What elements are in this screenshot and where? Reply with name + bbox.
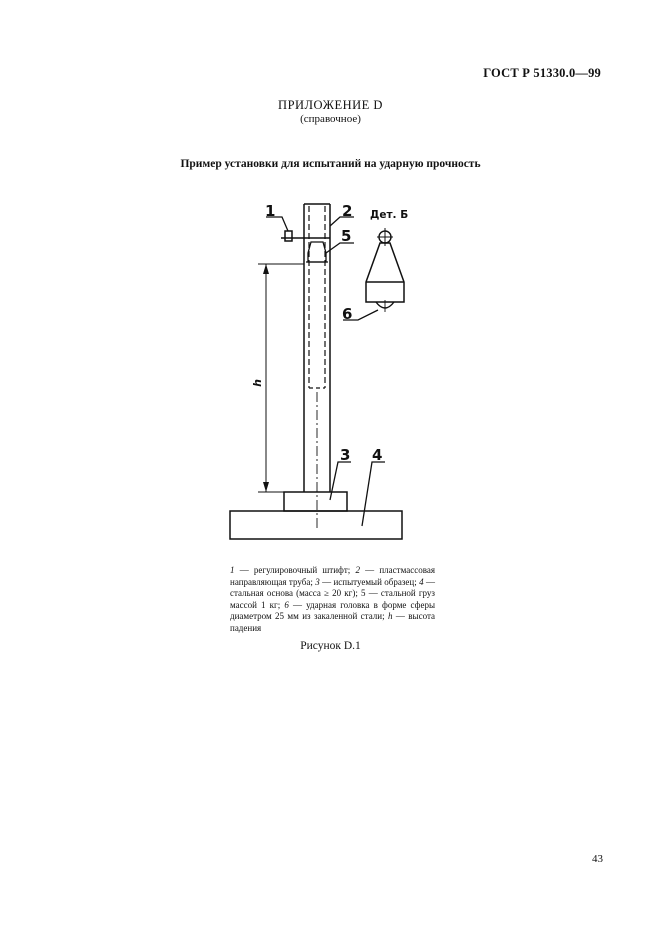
legend-text-4: — стальная основа (масса ≥ 20 кг); 5 — стальной груз массой 1 кг; — [230, 576, 435, 610]
callout-2: 2 — [342, 202, 353, 220]
legend-num-3: 3 — [315, 576, 320, 587]
callout-5: 5 — [341, 227, 352, 245]
legend-num-1: 1 — [230, 565, 235, 575]
detail-b-label: Дет. Б — [370, 209, 409, 221]
legend-text-1: — регулировочный штифт; — [234, 565, 356, 575]
figure-legend — [230, 565, 435, 635]
annex-title: ПРИЛОЖЕНИЕ D — [278, 98, 383, 112]
legend-text-6: — ударная головка в форме сферы диаметром 25 мм из закаленной стали; — [230, 599, 436, 622]
page-number: 43 — [592, 853, 603, 865]
legend-num-h: h — [388, 611, 393, 622]
callout-4: 4 — [372, 446, 383, 464]
legend-num-4: 4 — [419, 576, 424, 587]
callout-1: 1 — [265, 202, 276, 220]
figure-caption: Рисунок D.1 — [300, 640, 361, 652]
legend-text-2: — пластмассовая направляющая труба; — [230, 565, 435, 587]
annex-type: (справочное) — [300, 113, 361, 125]
legend-text-h: — высота падения — [230, 611, 435, 633]
callout-6: 6 — [342, 305, 353, 323]
standard-number: ГОСТ Р 51330.0—99 — [483, 66, 601, 80]
callout-3: 3 — [340, 446, 351, 464]
dimension-h-label: h — [251, 379, 264, 387]
legend-num-6: 6 — [284, 599, 289, 610]
legend-text-3: — испытуемый образец; — [319, 576, 420, 587]
steel-base — [230, 511, 402, 539]
detail-b-weight — [366, 243, 404, 302]
test-specimen — [284, 492, 347, 511]
legend-num-2: 2 — [355, 565, 360, 575]
weight-in-tube — [308, 242, 326, 262]
figure-title: Пример установки для испытаний на ударную прочность — [180, 158, 481, 170]
